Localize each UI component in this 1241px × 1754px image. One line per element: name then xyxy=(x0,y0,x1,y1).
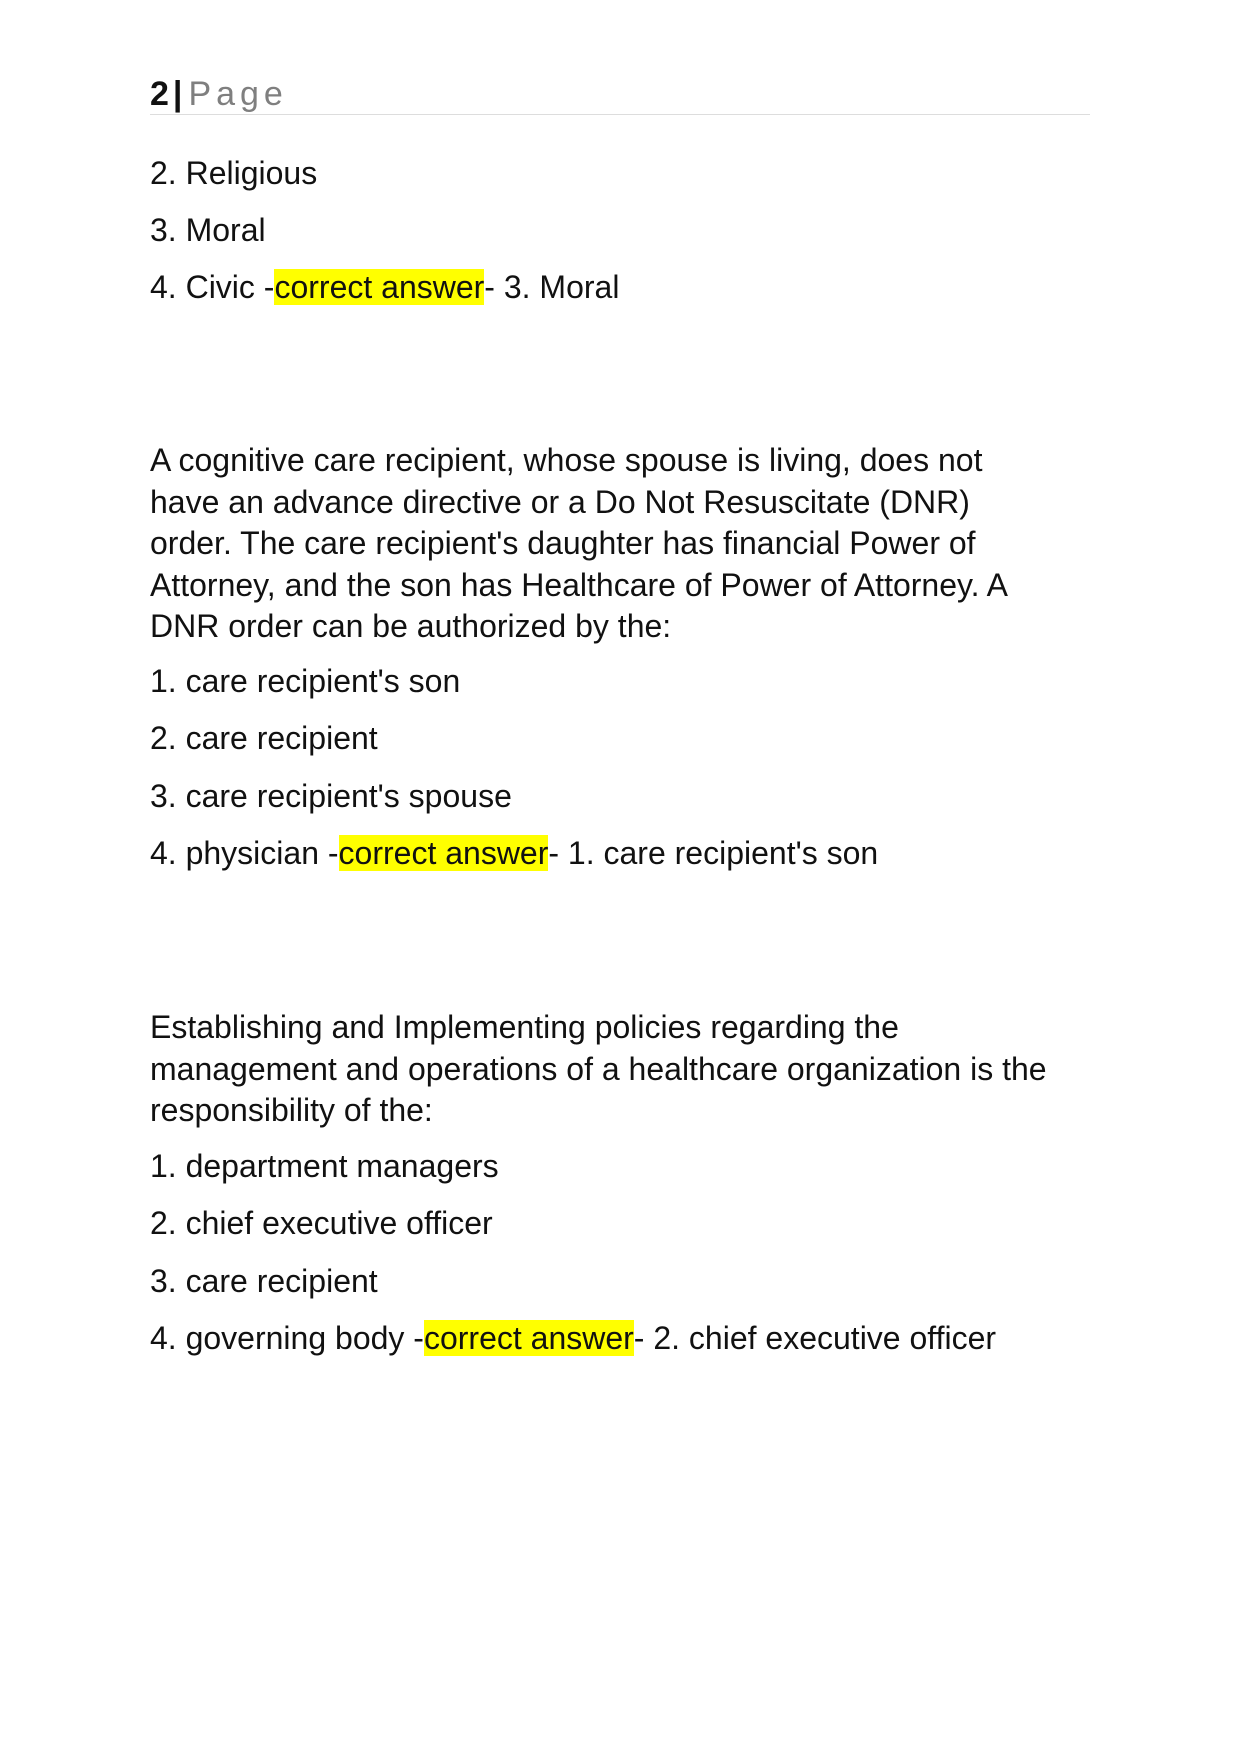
answer-text: - 1. care recipient's son xyxy=(548,835,879,871)
answer-text: - 2. chief executive officer xyxy=(633,1320,997,1356)
page-header xyxy=(150,74,1090,115)
option-son: 1. care recipient's son xyxy=(150,663,461,699)
correct-answer-highlight: correct answer xyxy=(423,1320,634,1356)
option-department-managers: 1. department managers xyxy=(150,1148,499,1184)
page-separator: | xyxy=(172,75,183,113)
answer-text: - 3. Moral xyxy=(484,269,620,305)
option-care-recipient: 2. care recipient xyxy=(150,720,378,756)
option-physician-with-answer xyxy=(150,832,878,874)
page-label: Page xyxy=(188,75,288,113)
option-civic-with-answer xyxy=(150,266,619,308)
question-policy: Establishing and Implementing policies regarding the management and operations of a healthcare organization is the responsibility of the: xyxy=(150,1009,1047,1128)
page-number: 2 xyxy=(150,75,169,113)
correct-answer-highlight: correct answer xyxy=(274,269,485,305)
option-moral: 3. Moral xyxy=(150,212,266,248)
option-care-recipient: 3. care recipient xyxy=(150,1263,378,1299)
option-physician: 4. physician - xyxy=(150,835,339,871)
option-civic: 4. Civic - xyxy=(150,269,275,305)
option-ceo: 2. chief executive officer xyxy=(150,1205,493,1241)
option-governing-body-with-answer xyxy=(150,1317,996,1359)
correct-answer-highlight: correct answer xyxy=(338,835,549,871)
option-governing-body: 4. governing body - xyxy=(150,1320,424,1356)
option-religious: 2. Religious xyxy=(150,155,318,191)
question-dnr: A cognitive care recipient, whose spouse is living, does not have an advance directive or a Do Not Resuscitate (DNR) order. The care recipient's daughter has financial Power of Attorney, and the son has Healthcare of Power of Attorney. A DNR order can be authorized by the: xyxy=(150,442,1008,644)
option-spouse: 3. care recipient's spouse xyxy=(150,778,512,814)
